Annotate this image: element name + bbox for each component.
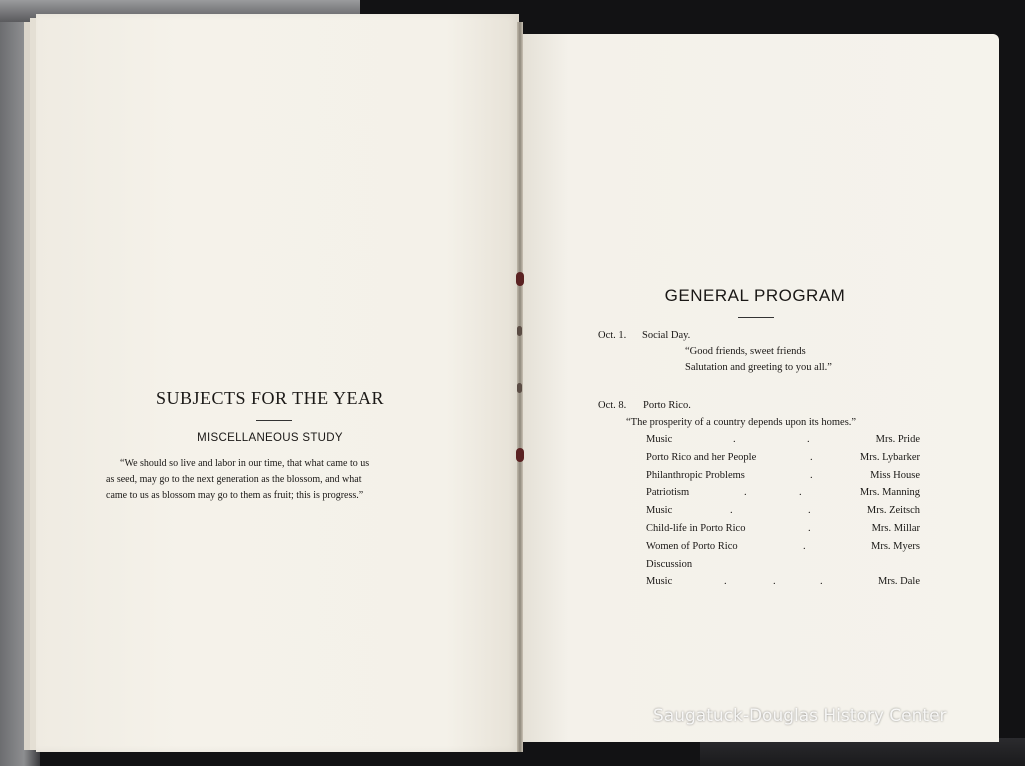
- program-item: Women of Porto Rico: [646, 541, 738, 552]
- leader-dot: .: [807, 434, 810, 445]
- binding-stitch: [517, 326, 522, 336]
- program-presenter: Mrs. Myers: [871, 541, 920, 552]
- entry-motto-line: Salutation and greeting to you all.”: [685, 362, 832, 373]
- program-presenter: Mrs. Manning: [859, 487, 920, 498]
- program-item: Child-life in Porto Rico: [646, 523, 746, 534]
- left-page-title: SUBJECTS FOR THE YEAR: [155, 388, 385, 408]
- leader-dot: .: [808, 505, 811, 516]
- program-item: Discussion: [646, 559, 693, 570]
- entry-motto: “The prosperity of a country depends upon its homes.”: [626, 417, 857, 428]
- program-item: Porto Rico and her People: [646, 452, 757, 463]
- title-divider: [256, 420, 292, 421]
- entry-motto-line: “Good friends, sweet friends: [685, 346, 806, 357]
- right-page: [521, 34, 999, 742]
- leader-dot: .: [810, 452, 813, 463]
- entry-date: Oct. 1.: [598, 330, 627, 341]
- program-item: Music: [646, 505, 673, 516]
- leader-dot: .: [773, 576, 776, 587]
- leader-dot: .: [803, 541, 806, 552]
- program-item: Music: [646, 576, 673, 587]
- quote-line: “We should so live and labor in our time, that what came to us: [120, 458, 370, 469]
- program-item: Philanthropic Problems: [646, 470, 745, 481]
- program-presenter: Mrs. Pride: [875, 434, 920, 445]
- left-page-subtitle: MISCELLANEOUS STUDY: [197, 432, 343, 444]
- program-presenter: Miss House: [870, 470, 920, 481]
- program-presenter: Mrs. Zeitsch: [866, 505, 920, 516]
- leader-dot: .: [733, 434, 736, 445]
- quote-line: as seed, may go to the next generation as the blossom, and what: [106, 474, 362, 485]
- leader-dot: .: [820, 576, 823, 587]
- leader-dot: .: [808, 523, 811, 534]
- quote-line: came to us as blossom may go to them as fruit; this is progress.”: [106, 490, 364, 501]
- program-presenter: Mrs. Millar: [871, 523, 920, 534]
- leader-dot: .: [730, 505, 733, 516]
- program-presenter: Mrs. Dale: [878, 576, 920, 587]
- leader-dot: .: [744, 487, 747, 498]
- title-divider: [738, 317, 774, 318]
- program-presenter: Mrs. Lybarker: [859, 452, 920, 463]
- leader-dot: .: [799, 487, 802, 498]
- entry-topic: Social Day.: [642, 330, 691, 341]
- binding-stitch: [517, 383, 522, 393]
- binding-stitch: [516, 272, 524, 286]
- entry-topic: Porto Rico.: [643, 400, 691, 411]
- program-item: Patriotism: [646, 487, 690, 498]
- leader-dot: .: [724, 576, 727, 587]
- program-item: Music: [646, 434, 673, 445]
- right-page-title: GENERAL PROGRAM: [664, 286, 846, 305]
- leader-dot: .: [810, 470, 813, 481]
- watermark: Saugatuck-Douglas History Center: [653, 706, 947, 726]
- left-page: [36, 14, 519, 752]
- entry-date: Oct. 8.: [598, 400, 627, 411]
- background-bottom-right: [700, 738, 1025, 766]
- binding-stitch: [516, 448, 524, 462]
